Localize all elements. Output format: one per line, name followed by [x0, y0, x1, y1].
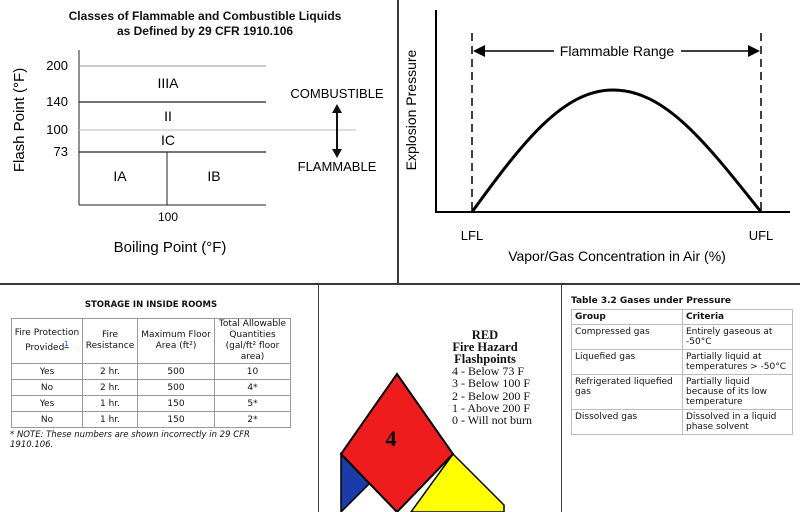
table-cell: 500	[138, 364, 215, 380]
table-row	[572, 375, 793, 410]
header-fire-resistance: Fire Resistance	[83, 319, 138, 364]
table-cell: No	[12, 412, 83, 428]
x-tick-100: 100	[157, 210, 179, 224]
classes-title-line1: Classes of Flammable and Combustible Liquids	[68, 9, 342, 23]
gas-table-caption: Table 3.2 Gases under Pressure	[571, 296, 732, 306]
table-cell: Refrigerated liquefied gas	[572, 375, 683, 410]
lfl-label: LFL	[460, 228, 484, 243]
gas-table	[571, 309, 793, 435]
double-arrow-icon	[332, 104, 342, 158]
gas-panel	[571, 296, 793, 435]
table-cell: 4*	[215, 380, 291, 396]
table-cell: 2 hr.	[83, 380, 138, 396]
class-ia-label: IA	[113, 168, 127, 184]
header-fire-protection: Fire Protection Provided$^1$	[12, 319, 83, 364]
table-cell: 150	[138, 396, 215, 412]
list-item: 4 - Below 73 F	[452, 364, 524, 378]
explosion-y-label: Explosion Pressure	[403, 49, 419, 171]
nfpa-red-label: RED	[471, 328, 499, 342]
class-ic-label: IC	[161, 132, 175, 148]
table-cell: 2*	[215, 412, 291, 428]
nfpa-diamond	[319, 285, 559, 512]
storage-header-row	[12, 319, 291, 364]
header-max-floor-area: Maximum Floor Area (ft²)	[138, 319, 215, 364]
storage-title: STORAGE IN INSIDE ROOMS	[84, 300, 218, 310]
table-cell: 2 hr.	[83, 364, 138, 380]
list-item: 0 - Will not burn	[452, 413, 532, 428]
list-item: 3 - Below 100 F	[452, 376, 530, 391]
table-cell: No	[12, 380, 83, 396]
table-cell: 1 hr.	[83, 412, 138, 428]
ufl-label: UFL	[748, 228, 774, 243]
table-cell: Partially liquid because of its low temperature	[683, 375, 793, 410]
explosion-x-label: Vapor/Gas Concentration in Air (%)	[508, 248, 726, 264]
table-cell: 1 hr.	[83, 396, 138, 412]
class-ii-label: II	[164, 108, 172, 124]
table-row	[572, 350, 793, 375]
table-cell: Yes	[12, 364, 83, 380]
classes-title-line2: as Defined by 29 CFR 1910.106	[116, 24, 294, 38]
nfpa-flashpoints-label: Flashpoints	[454, 352, 516, 366]
y-axis-label: Flash Point (°F)	[11, 67, 28, 173]
table-row	[12, 412, 291, 428]
class-ib-label: IB	[207, 168, 221, 184]
explosion-chart	[399, 0, 800, 283]
table-cell: 150	[138, 412, 215, 428]
header-criteria: Criteria	[683, 310, 793, 325]
nfpa-fire-hazard-label: Fire Hazard	[452, 340, 518, 354]
table-row	[12, 380, 291, 396]
table-row	[572, 325, 793, 350]
table-cell: Dissolved in a liquid phase solvent	[683, 410, 793, 435]
table-row	[572, 410, 793, 435]
table-cell: Compressed gas	[572, 325, 683, 350]
y-tick-100: 100	[46, 122, 68, 137]
nfpa-diamond-number: 4	[385, 426, 397, 451]
vertical-divider-bottom-right	[561, 285, 562, 512]
list-item: 1 - Above 200 F	[452, 400, 530, 415]
y-tick-73: 73	[53, 144, 68, 159]
table-cell: 5*	[215, 396, 291, 412]
x-axis-label: Boiling Point (°F)	[113, 239, 227, 256]
header-total-quantities: Total Allowable Quantities (gal/ft² floor area)	[215, 319, 291, 364]
gas-header-row	[572, 310, 793, 325]
table-cell: Yes	[12, 396, 83, 412]
table-cell: 10	[215, 364, 291, 380]
table-cell: Liquefied gas	[572, 350, 683, 375]
classes-diagram	[0, 0, 397, 283]
explosion-curve	[472, 90, 761, 212]
combustible-label: COMBUSTIBLE	[290, 86, 384, 101]
footnote-link[interactable]: 1	[64, 340, 69, 348]
flammable-label: FLAMMABLE	[297, 159, 377, 174]
storage-table	[11, 318, 291, 428]
y-tick-140: 140	[46, 94, 68, 109]
storage-panel	[11, 300, 291, 450]
flammable-range-label: Flammable Range	[559, 43, 675, 59]
table-cell: Dissolved gas	[572, 410, 683, 435]
table-cell: Partially liquid at temperatures > -50°C	[683, 350, 793, 375]
class-iiia-label: IIIA	[157, 75, 179, 91]
table-cell: 500	[138, 380, 215, 396]
table-row	[12, 364, 291, 380]
list-item: 2 - Below 200 F	[452, 388, 530, 403]
table-cell: Entirely gaseous at -50°C	[683, 325, 793, 350]
header-group: Group	[572, 310, 683, 325]
storage-note: * NOTE: These numbers are shown incorrectly in 29 CFR 1910.106.	[10, 430, 250, 450]
table-row	[12, 396, 291, 412]
y-tick-200: 200	[46, 58, 68, 73]
